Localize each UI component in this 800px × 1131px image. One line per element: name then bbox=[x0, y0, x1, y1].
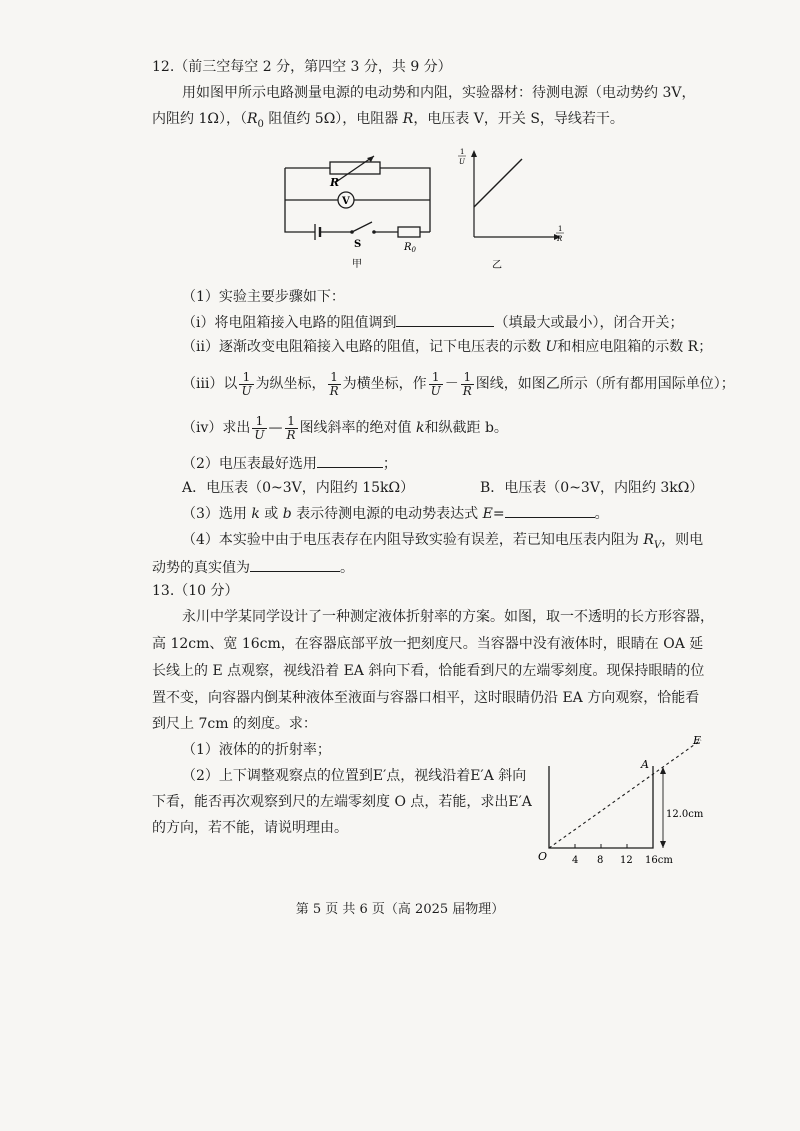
frac-1-over-R-b: $\frac{1}{R}$ bbox=[462, 369, 472, 398]
q13-sub-2-line3: 的方向，若不能，请说明理由。 bbox=[152, 820, 348, 836]
y-label-den: U bbox=[459, 158, 465, 166]
q13-header: 13.（10 分） bbox=[152, 583, 239, 599]
caption-jia: 甲 bbox=[352, 259, 362, 270]
frac-1-over-R-c: $\frac{1}{R}$ bbox=[286, 413, 296, 442]
q12-step-iii bbox=[182, 369, 735, 399]
tick-label-16cm: 16cm bbox=[645, 855, 673, 866]
q12-part4-line2 bbox=[152, 557, 354, 578]
q13-para-4: 置不变，向容器内倒某种液体至液面与容器口相平，这时眼睛仍沿 EA 方向观察，恰能看 bbox=[152, 690, 700, 706]
frac-1-over-U: $\frac{1}{U}$ bbox=[241, 369, 252, 398]
r0-subscript: 0 bbox=[257, 118, 264, 130]
y-axis-arrow bbox=[471, 150, 477, 157]
tick-label-4: 4 bbox=[572, 855, 579, 866]
part3-a: （3）选用 bbox=[182, 506, 252, 522]
blank-voltmeter-choice[interactable] bbox=[317, 453, 383, 468]
step-i-text-a: （ⅰ）将电阻箱接入电路的阻值调到 bbox=[182, 315, 397, 331]
q12-step-i bbox=[182, 312, 683, 333]
rheostat-arrow-line bbox=[336, 156, 374, 182]
q12-part2 bbox=[182, 453, 397, 474]
q13-sub-2-line2: 下看，能否再次观察到尺的左端零刻度 O 点，若能，求出E′A bbox=[152, 794, 532, 810]
q12-option-b: B．电压表（0~3V，内阻约 3kΩ） bbox=[480, 480, 704, 496]
q12-part3 bbox=[182, 503, 609, 524]
label-R0-sub: 0 bbox=[411, 246, 416, 254]
label-A: A bbox=[641, 758, 649, 771]
step-iv-text-b: 图线斜率的绝对值 bbox=[299, 420, 417, 436]
step-iii-text-d: 图线，如图乙所示（所有都用国际单位）； bbox=[475, 376, 735, 392]
q13-para-5: 到尺上 7cm 的刻度。求： bbox=[152, 716, 317, 732]
blank-emf-expression[interactable] bbox=[505, 503, 595, 518]
q12-intro-line1: 用如图甲所示电路测量电源的电动势和内阻，实验器材：待测电源（电动势约 3V， bbox=[182, 85, 696, 101]
part4-b: ，则电 bbox=[661, 532, 704, 548]
switch-pivot bbox=[350, 230, 354, 234]
q12-step-ii bbox=[182, 337, 712, 357]
q13-para-1: 永川中学某同学设计了一种测定液体折射率的方案。如图，取一不透明的长方形容器， bbox=[182, 609, 714, 625]
step-ii-text-a: （ⅱ）逐渐改变电阻箱接入电路的阻值，记下电压表的示数 bbox=[182, 339, 546, 355]
step-iii-text-b: 为纵坐标， bbox=[255, 376, 326, 392]
label-E: E bbox=[693, 734, 702, 747]
tick-label-8: 8 bbox=[597, 855, 604, 866]
r-symbol: R bbox=[402, 111, 414, 127]
q12-step-iv bbox=[182, 413, 508, 443]
step-iv-text-c: 和纵截距 b。 bbox=[424, 420, 508, 436]
part3-end: 。 bbox=[594, 506, 609, 522]
step-iv-k: k bbox=[416, 420, 425, 436]
q12-step-intro: （1）实验主要步骤如下： bbox=[182, 289, 345, 305]
part4-c: 动势的真实值为 bbox=[152, 560, 250, 576]
q12-header: 12.（前三空每空 2 分，第四空 3 分，共 9 分） bbox=[152, 59, 452, 75]
y-label-num: 1 bbox=[460, 148, 465, 156]
q12-intro-2b: 阻值约 5Ω），电阻器 bbox=[263, 111, 403, 127]
label-R: R bbox=[330, 176, 340, 189]
blank-true-emf[interactable] bbox=[250, 557, 340, 572]
r0-resistor-box bbox=[398, 227, 420, 237]
frac-1-over-R: $\frac{1}{R}$ bbox=[329, 369, 339, 398]
label-R0 bbox=[403, 242, 417, 254]
x-label-num: 1 bbox=[558, 225, 563, 233]
rheostat-box bbox=[330, 162, 380, 174]
part4-sub: V bbox=[653, 539, 662, 551]
q13-para-3: 长线上的 E 点观察，视线沿着 EA 斜向下看，恰能看到尺的左端零刻度。现保持眼睛的位 bbox=[152, 663, 705, 679]
step-iv-text-a: （ⅳ）求出 bbox=[182, 420, 251, 436]
graph-1u-1r bbox=[452, 145, 577, 275]
dash-sign: — bbox=[268, 420, 283, 436]
graph-line bbox=[474, 159, 522, 207]
q12-intro-2c: ，电压表 V，开关 S，导线若干。 bbox=[413, 111, 624, 127]
page-footer: 第 5 页 共 6 页（高 2025 届物理） bbox=[295, 902, 505, 917]
q12-intro-2a: 内阻约 1Ω），（ bbox=[152, 111, 247, 127]
label-S: S bbox=[354, 239, 362, 250]
part3-b: 或 bbox=[259, 506, 283, 522]
part3-b-var: b bbox=[282, 506, 292, 522]
r0-symbol: R bbox=[246, 111, 258, 127]
part3-eq: = bbox=[492, 506, 505, 522]
step-iii-text-a: （ⅲ）以 bbox=[182, 376, 238, 392]
frac-1-over-U-c: $\frac{1}{U}$ bbox=[254, 413, 265, 442]
tick-label-12: 12 bbox=[620, 855, 633, 866]
part3-k: k bbox=[251, 506, 260, 522]
q13-sub-1: （1）液体的的折射率； bbox=[182, 742, 331, 758]
part2-text: （2）电压表最好选用 bbox=[182, 456, 317, 472]
label-height: 12.0cm bbox=[666, 809, 704, 820]
step-i-text-b: （填最大或最小），闭合开关； bbox=[494, 315, 684, 331]
label-V: V bbox=[342, 196, 350, 207]
switch-blade bbox=[352, 222, 372, 232]
q12-intro-line2 bbox=[152, 109, 624, 135]
sight-line-OAE bbox=[549, 740, 701, 848]
step-ii-text-b: 和相应电阻箱的示数 R； bbox=[557, 339, 713, 355]
label-R0-main: R bbox=[404, 242, 412, 253]
height-arrow-bottom bbox=[660, 841, 666, 848]
q12-part4-line1 bbox=[182, 530, 703, 556]
container-walls bbox=[549, 766, 653, 848]
part3-E: E bbox=[482, 506, 493, 522]
height-arrow-top bbox=[660, 767, 666, 774]
minus-sign: － bbox=[444, 376, 459, 392]
switch-contact bbox=[372, 230, 376, 234]
part2-end: ； bbox=[382, 456, 397, 472]
blank-max-min[interactable] bbox=[396, 312, 494, 327]
rheostat-arrowhead bbox=[367, 156, 374, 162]
circuit-diagram bbox=[270, 150, 445, 270]
part4-end: 。 bbox=[340, 560, 354, 576]
q13-para-2: 高 12cm、宽 16cm，在容器底部平放一把刻度尺。当容器中没有液体时，眼睛在 OA 延 bbox=[152, 636, 704, 652]
step-iii-text-c: 为横坐标，作 bbox=[342, 376, 427, 392]
frac-1-over-U-b: $\frac{1}{U}$ bbox=[430, 369, 441, 398]
container-figure bbox=[535, 730, 715, 870]
part4-R: R bbox=[643, 532, 654, 548]
label-O: O bbox=[538, 850, 548, 863]
caption-yi: 乙 bbox=[492, 260, 502, 271]
part3-c: 表示待测电源的电动势表达式 bbox=[291, 506, 483, 522]
step-ii-U: U bbox=[545, 339, 558, 355]
x-label-den: R bbox=[557, 235, 563, 243]
part4-a: （4）本实验中由于电压表存在内阻导致实验有误差，若已知电压表内阻为 bbox=[182, 532, 644, 548]
q12-option-a: A．电压表（0~3V，内阻约 15kΩ） bbox=[182, 480, 415, 496]
q13-sub-2-line1: （2）上下调整观察点的位置到E′点，视线沿着E′A 斜向 bbox=[182, 768, 527, 784]
